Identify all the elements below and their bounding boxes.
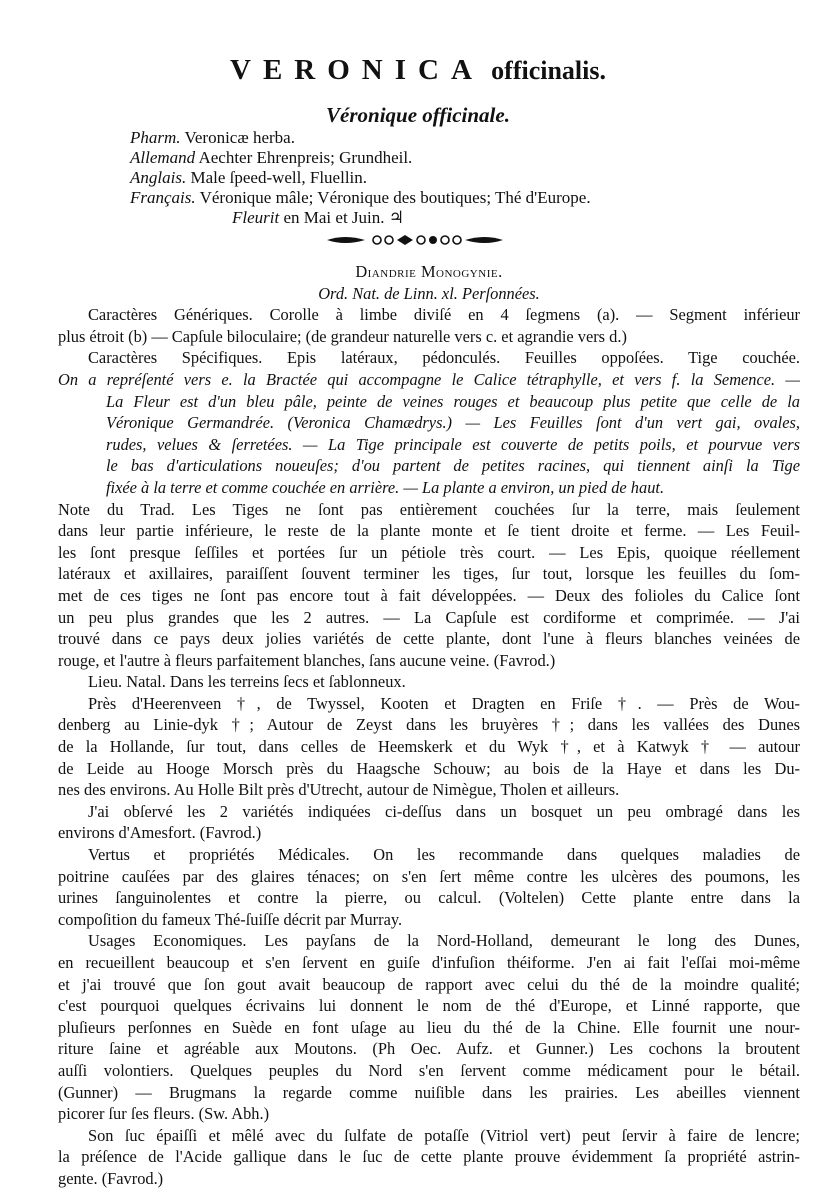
text-line: en recueillent beaucoup et s'en ſervent en guiſe d'infuſion théiforme. J'en ai fait l'eſſai moi-même xyxy=(58,953,800,972)
text-line: de la Hollande, ſur tout, dans celles de Heemskerk et du Wyk †, et à Katwyk † — autour xyxy=(58,737,800,757)
text-line: poitrine cauſées par des glaires ténaces; on s'en ſert même contre les ulcères des poumons, les xyxy=(58,866,800,886)
text-line: le bas d'articulations noueuſes; d'ou partent de petites racines, qui tiennent ainſi la Tige xyxy=(106,456,800,476)
text-line: environs d'Amesfort. (Favrod.) xyxy=(58,823,262,843)
genus-name: VERONICA xyxy=(230,54,484,86)
text-line: Vertus et propriétés Médicales. On les recommande dans quelques maladies de xyxy=(88,845,800,865)
text-line: pluſieurs perſonnes en Suède en font uſage au lieu du thé de la Chine. Elle fournit une nour- xyxy=(58,1017,800,1037)
text-line: Caractères Génériques. Corolle à limbe diviſé en 4 ſegmens (a). — Segment inférieur xyxy=(88,305,800,325)
species-name: officinalis. xyxy=(491,56,606,85)
french-name: Véronique officinale. xyxy=(326,103,510,127)
page-title xyxy=(0,54,836,87)
class-heading: Diandrie Monogynie. xyxy=(355,262,503,281)
ornament-divider-icon xyxy=(325,232,505,248)
text-line: gente. (Favrod.) xyxy=(58,1168,164,1188)
text-line: denberg au Linie-dyk †; Autour de Zeyst dans les bruyères †; dans les vallées des Dunes xyxy=(58,715,800,735)
vernacular-names xyxy=(130,128,591,228)
text-line: fixée à la terre et comme couchée en arrière. — La plante a environ, un pied de haut. xyxy=(106,477,665,497)
text-line: un peu plus grandes que les 2 autres. — La Capſule est cordiforme et comprimée. — J'ai xyxy=(58,607,800,627)
text-line: J'ai obſervé les 2 variétés indiquées ci-deſſus dans un bosquet un peu ombragé dans les xyxy=(88,801,800,821)
text-line: On a repréſenté vers e. la Bractée qui accompagne le Calice tétraphylle, et vers f. la Semence. — xyxy=(58,369,800,389)
text-line: de Leide au Hooge Morsch près du Haagsche Schouw; au bois de la Haye et dans les Du- xyxy=(58,758,800,778)
text-line: auſſi volontiers. Quelques peuples du Nord s'en ſervent comme médicament pour le bétail. xyxy=(58,1060,800,1080)
text-line: et j'ai trouvé que ſon gout avait beaucoup de rapport avec celui du thé de la moindre qualité; xyxy=(58,974,800,994)
text-line: rudes, velues & ſerretées. — La Tige principale est couverte de petits poils, et pourvue vers xyxy=(106,434,800,454)
text-line: c'est pourquoi quelques écrivains lui donnent le nom de thé d'Europe, et Linné rapporte, que xyxy=(58,996,800,1016)
text-line: Usages Economiques. Les payſans de la Nord-Holland, demeurant le long des Dunes, xyxy=(88,931,800,951)
text-line: Note du Trad. Les Tiges ne ſont pas entièrement couchées ſur la terre, mais ſeulement xyxy=(58,499,800,519)
text-line: Près d'Heerenveen †, de Twyssel, Kooten et Dragten en Friſe †. — Près de Wou- xyxy=(88,693,800,713)
text-line: Lieu. Natal. Dans les terreins ſecs et ſablonneux. xyxy=(88,672,406,692)
text-line: met de ces tiges ne ſont pas encore tout à fait développées. — Deux des folioles du Calice ſont xyxy=(58,585,800,605)
text-line: dans leur partie inférieure, le reste de la plante monte et ſe tient droite et ferme. — Les Feuil- xyxy=(58,521,800,541)
text-line: la préſence de l'Acide gallique dans le ſuc de cette plante prouve évidemment ſa propriété astrin- xyxy=(58,1147,800,1167)
name-row-allemand: Allemand Aechter Ehrenpreis; Grundheil. xyxy=(130,148,413,167)
order-heading: Ord. Nat. de Linn. xl. Perſonnées. xyxy=(318,283,540,303)
text-line: les ſont presque ſeſſiles et portées ſur un pétiole très court. — Les Epis, quoique réellement xyxy=(58,542,800,562)
text-line: plus étroit (b) — Capſule biloculaire; (de grandeur naturelle vers c. et agrandie vers d.) xyxy=(58,326,627,346)
text-line: trouvé dans ce pays deux jolies variétés de cette plante, dont l'une à fleurs blanches veinées de xyxy=(58,629,800,649)
description-text xyxy=(58,261,800,1190)
text-line: (Gunner) — Brugmans la regarde comme nuiſible dans les prairies. Les abeilles viennent xyxy=(58,1082,800,1102)
name-row-fleurit: Fleurit en Mai et Juin. ♃ xyxy=(232,208,404,227)
text-line: urines ſanguinolentes et contre la pierre, ou calcul. (Voltelen) Cette plante entre dans la xyxy=(58,888,800,908)
text-line: La Fleur est d'un bleu pâle, peinte de veines rouges et beaucoup plus petite que celle de la xyxy=(106,391,800,411)
text-line: picorer ſur ſes fleurs. (Sw. Abh.) xyxy=(58,1104,270,1124)
text-line: Caractères Spécifiques. Epis latéraux, pédonculés. Feuilles oppoſées. Tige couchée. xyxy=(88,348,800,368)
name-row-pharm: Pharm. Veronicæ herba. xyxy=(130,128,295,147)
text-line: Véronique Germandrée. (Veronica Chamædrys.) — Les Feuilles ſont d'un vert gai, ovales, xyxy=(106,413,800,433)
text-line: latéraux et axillaires, paraiſſent ſouvent terminer les tiges, ſur tout, lorsque les feuilles du ſom- xyxy=(58,564,800,584)
text-line: Son ſuc épaiſſi et mêlé avec du ſulfate de potaſſe (Vitriol vert) peut ſervir à faire de lencre; xyxy=(88,1125,800,1145)
name-row-francais: Français. Véronique mâle; Véronique des boutiques; Thé d'Europe. xyxy=(130,188,591,207)
text-line: compoſition du fameux Thé-ſuiſſe décrit par Murray. xyxy=(58,909,403,929)
name-row-anglais: Anglais. Male ſpeed-well, Fluellin. xyxy=(130,168,368,187)
text-line: riture ſaine et agréable aux Moutons. (Ph Oec. Aufz. et Gunner.) Les cochons la broutent xyxy=(58,1039,800,1059)
text-line: rouge, et l'autre à fleurs parfaitement blanches, ſans aucune veine. (Favrod.) xyxy=(58,650,556,670)
text-line: nes des environs. Au Holle Bilt près d'Utrecht, autour de Nimègue, Tholen et ailleurs. xyxy=(58,780,620,800)
